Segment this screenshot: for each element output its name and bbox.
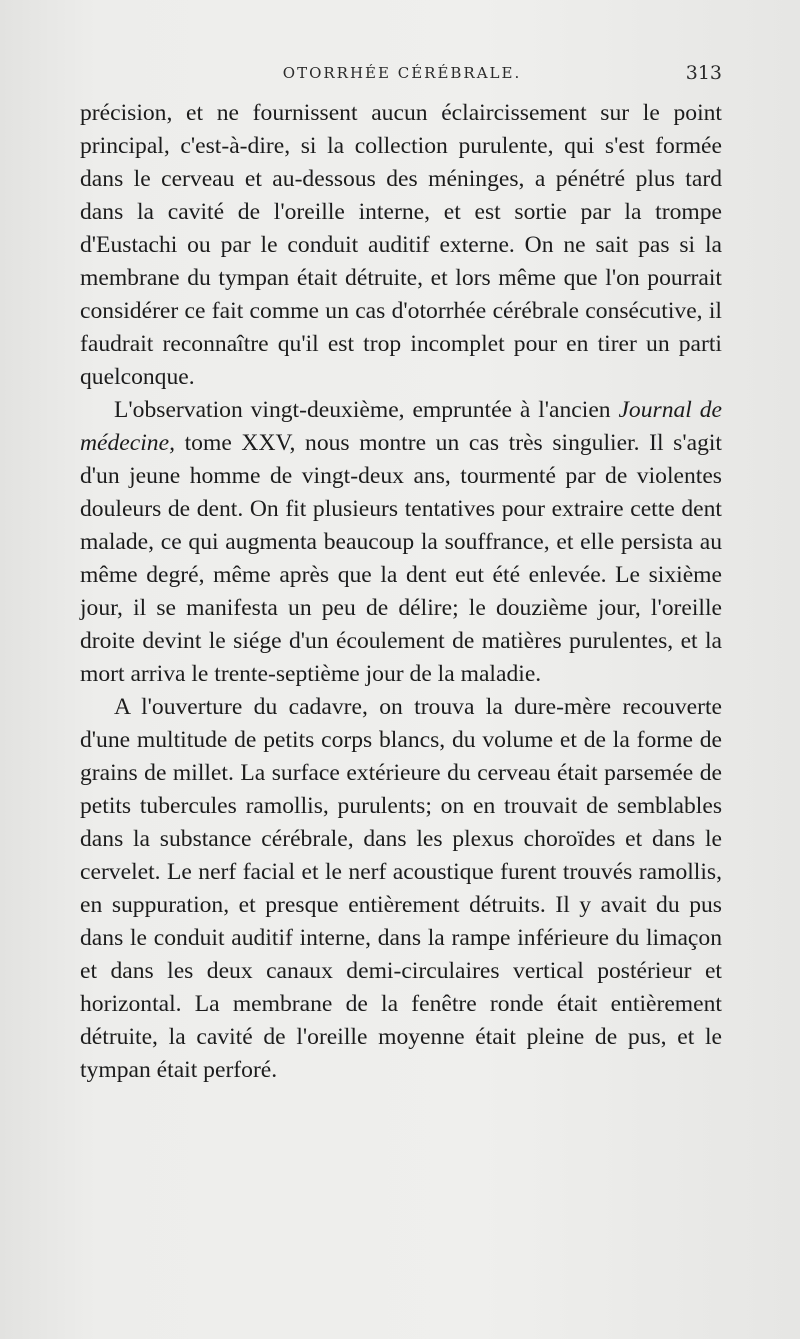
- paragraph-2-rest: tome XXV, nous montre un cas très singulier. Il s'agit d'un jeune homme de vingt-deux ans, tourmenté par de violentes douleurs de dent. On fit plusieurs tentatives pour extraire cette dent malade, ce qui augmenta beaucoup la souffrance, et elle persista au même degré, même après que la dent eut été enlevée. Le sixième jour, il se manifesta un peu de délire; le douzième jour, l'oreille droite devint le siége d'un écoulement de matières purulentes, et la mort arriva le trente-septième jour de la maladie.: [80, 430, 722, 687]
- paragraph-2: [80, 394, 722, 691]
- journal-title: Journal de médecine,: [80, 397, 722, 456]
- page-number: 313: [685, 62, 722, 84]
- paragraph-1: précision, et ne fournissent aucun éclaircissement sur le point principal, c'est-à-dire, si la collection purulente, qui s'est formée dans le cerveau et au-dessous des méninges, a pénétré plus tard dans la cavité de l'oreille interne, et est sortie par la trompe d'Eustachi ou par le conduit auditif externe. On ne sait pas si la membrane du tympan était détruite, et lors même que l'on pourrait considérer ce fait comme un cas d'otorrhée cérébrale consécutive, il faudrait reconnaître qu'il est trop incomplet pour en tirer un parti quelconque.: [80, 100, 722, 390]
- running-title: OTORRHÉE CÉRÉBRALE.: [282, 64, 522, 82]
- page-header: [82, 60, 722, 90]
- paragraph-2-lead: L'observation vingt-deuxième, empruntée à l'ancien: [114, 397, 619, 423]
- body-text: [80, 97, 722, 1087]
- paragraph-3: A l'ouverture du cadavre, on trouva la dure-mère recouverte d'une multitude de petits corps blancs, du volume et de la forme de grains de millet. La surface extérieure du cerveau était parsemée de petits tubercules ramollis, purulents; on en trouvait de semblables dans la substance cérébrale, dans les plexus choroïdes et dans le cervelet. Le nerf facial et le nerf acoustique furent trouvés ramollis, en suppuration, et presque entièrement détruits. Il y avait du pus dans le conduit auditif interne, dans la rampe inférieure du limaçon et dans les deux canaux demi-circulaires vertical postérieur et horizontal. La membrane de la fenêtre ronde était entièrement détruite, la cavité de l'oreille moyenne était pleine de pus, et le tympan était perforé.: [80, 694, 722, 1083]
